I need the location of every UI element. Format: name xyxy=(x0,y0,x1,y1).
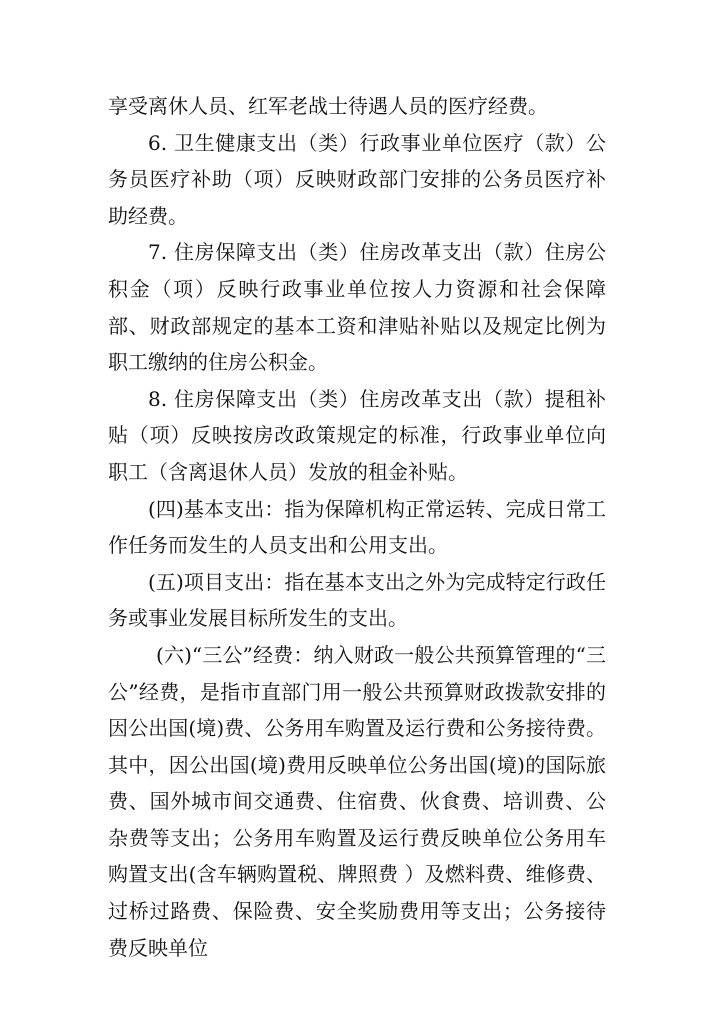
paragraph-item-8: 8. 住房保障支出（类）住房改革支出（款）提租补贴（项）反映按房改政策规定的标准，行政事业单位向职工（含离退休人员）发放的租金补贴。 xyxy=(108,386,606,484)
paragraph-item-7: 7. 住房保障支出（类）住房改革支出（款）住房公积金（项）反映行政事业单位按人力资源和社会保障部、财政部规定的基本工资和津贴补贴以及规定比例为职工缴纳的住房公积金。 xyxy=(108,240,606,375)
paragraph-continuation: 享受离休人员、红军老战士待遇人员的医疗经费。 xyxy=(108,94,548,118)
paragraph-three-public-expenses: (六)“三公”经费：纳入财政一般公共预算管理的“三公”经费，是指市直部门用一般公共预算财政拨款安排的因公出国(境)费、公务用车购置及运行费和公务接待费。其中，因公出国(境)费用反映单位公务出国(境)的国际旅费、国外城市间交通费、住宿费、伙食费、培训费、公杂费等支出；公务用车购置及运行费反映单位公务用车购置支出(含车辆购置税、牌照费 ）及燃料费、维修费、过桥过路费、保险费、安全奖励费用等支出；公务接待费反映单位 xyxy=(108,642,606,960)
document-body xyxy=(108,88,606,966)
paragraph-project-expenditure: (五)项目支出：指在基本支出之外为完成特定行政任务或事业发展目标所发生的支出。 xyxy=(108,569,606,631)
paragraph-basic-expenditure: (四)基本支出：指为保障机构正常运转、完成日常工作任务而发生的人员支出和公用支出。 xyxy=(108,496,606,558)
paragraph-item-6: 6. 卫生健康支出（类）行政事业单位医疗（款）公务员医疗补助（项）反映财政部门安排的公务员医疗补助经费。 xyxy=(108,130,606,228)
